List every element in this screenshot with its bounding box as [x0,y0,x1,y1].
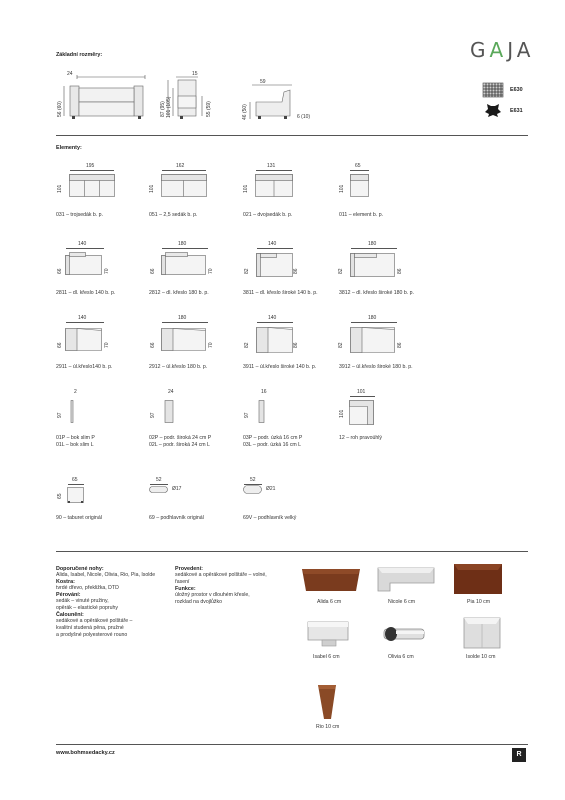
element-90-label: 90 – taburet originál [56,515,102,521]
fabric-pattern-icon [482,82,504,98]
metal-leg-icon [376,565,436,593]
dim-12-height: 101 [339,409,345,418]
specs-column-2 [175,566,305,606]
dim-2812-h1: 66 [150,268,156,274]
dim-2811-h1: 66 [57,268,63,274]
divider-footer [56,744,528,745]
dim-line [257,248,293,249]
element-12-label: 12 – roh pravoúhlý [339,435,382,441]
chrome-leg-icon [306,620,350,648]
dim-line [162,170,206,171]
element-3812-drawing [350,252,396,278]
dim-031-width: 195 [86,163,95,169]
element-03L-label: 03L – podr. úzká 16 cm L [243,442,302,448]
chrome-cylinder-leg-icon [382,624,430,644]
specs-column-1 [56,566,171,639]
dim-line [66,322,104,323]
element-03P-label: 03P – podr. úzká 16 cm P [243,435,303,441]
dim-021-width: 131 [267,163,276,169]
dim-051-width: 162 [176,163,185,169]
element-051-label: 051 – 2,5 sedák b. p. [149,212,198,218]
element-69V-label: 69V – podhlavník velký [243,515,297,521]
dim-seat-height: 46 (50) [242,104,248,120]
element-031-label: 031 – trojsedák b. p. [56,212,104,218]
dim-line [351,248,397,249]
dim-021-height: 101 [243,184,249,193]
spec-text-function: úložný prostor v dlouhém křesle, rozklad na dvojlůžko [175,592,250,606]
dim-3912-width: 180 [368,315,377,321]
elements-title: Elementy: [56,145,82,151]
element-3912-label: 3912 – úl.křeslo široké 180 b. p. [339,364,413,370]
dim-seat-depth: 59 [260,79,266,85]
spec-heading-finish: Provedení: [175,566,203,572]
tapered-wooden-leg-icon [316,683,338,721]
element-3811-drawing [256,252,294,278]
element-011-label: 011 – element b. p. [339,212,384,218]
dim-12-width: 101 [357,389,366,395]
element-3912-drawing [350,326,396,354]
element-02-drawing [164,400,176,424]
dim-031-height: 101 [57,184,63,193]
dim-3911-h1: 82 [244,342,250,348]
dim-side-leg: 55 (59) [206,101,212,117]
dim-2811-width: 140 [78,241,87,247]
dim-2911-width: 140 [78,315,87,321]
element-2912-drawing [161,326,207,352]
dim-3812-h1: 82 [338,268,344,274]
dim-leg: 6 (10) [297,114,311,120]
element-02L-label: 02L – podr. široká 24 cm L [149,442,210,448]
dim-line [162,248,208,249]
brand-logo [470,38,534,62]
dim-2912-h1: 66 [150,342,156,348]
dim-side-height-2: 101 (105) [166,96,172,118]
dim-3811-h2: 86 [293,268,299,274]
dim-3811-width: 140 [268,241,277,247]
dim-2912-width: 180 [178,315,187,321]
element-90-drawing [67,487,85,504]
spec-text-springs: sedák – vinuté pružiny, opěrák – elastické popruhy [56,598,118,612]
dim-03-width: 16 [261,389,267,395]
element-2812-drawing [161,252,207,276]
element-2812-label: 2812 – dl. křeslo 180 b. p. [149,290,209,296]
spec-heading-springs: Pérování: [56,592,81,599]
dim-front-height: 56 (60) [57,101,63,117]
element-69V-drawing [243,485,263,495]
dim-01-height: 97 [57,412,63,418]
spec-heading-frame: Kostra: [56,579,75,586]
element-2811-drawing [65,252,103,276]
basic-dimensions-drawing [52,66,292,126]
element-021-drawing [255,174,293,198]
dim-3911-width: 140 [268,315,277,321]
leg-pia-label: Pia 10 cm [467,599,491,605]
dim-69-diameter: Ø17 [172,486,182,492]
element-12-drawing [349,400,375,426]
dim-02-height: 97 [150,412,156,418]
dim-011-height: 101 [339,184,345,193]
footer-website-link[interactable]: www.bohmsedacky.cz [56,750,115,756]
dim-side-height-1: 87 (95) [160,101,166,117]
dim-2811-h2: 70 [104,268,110,274]
element-011-drawing [350,174,370,198]
dim-69V-diameter: Ø21 [266,486,276,492]
dim-3912-h1: 82 [338,342,344,348]
wooden-leg-icon [300,565,362,595]
leg-nicole-label: Nicole 6 cm [388,599,416,605]
element-01L-label: 01L – bok slim L [56,442,94,448]
element-031-drawing [69,174,115,198]
element-03-drawing [258,400,268,424]
spec-text-legs: Alida, Isabel, Nicole, Olivia, Rio, Pia, Isolde [56,572,156,578]
dim-front-width: 24 [67,71,73,77]
dim-2912-h2: 70 [208,342,214,348]
element-69-label: 69 – podhlavník originál [149,515,204,521]
dim-90-width: 65 [72,477,78,483]
dim-01-width: 2 [74,389,77,395]
wooden-block-leg-icon [452,562,504,596]
leg-isabel-label: Isabel 6 cm [313,654,340,660]
leg-olivia-label: Olivia 6 cm [388,654,414,660]
element-3911-label: 3911 – úl.křeslo široké 140 b. p. [243,364,317,370]
element-021-label: 021 – dvojsedák b. p. [243,212,293,218]
element-051-drawing [161,174,207,198]
dim-051-height: 101 [149,184,155,193]
divider-middle [56,551,528,552]
dim-line [66,248,104,249]
spec-heading-function: Funkce: [175,586,196,593]
element-2811-label: 2811 – dl. křeslo 140 b. p. [56,290,116,296]
element-2911-label: 2911 – úl.křeslo140 b. p. [56,364,113,370]
dim-line [256,170,292,171]
leg-alida-label: Alida 6 cm [317,599,342,605]
dim-3911-h2: 86 [293,342,299,348]
dim-side-width: 15 [192,71,198,77]
dim-90-height: 65 [57,493,63,499]
dim-3811-h1: 82 [244,268,250,274]
dim-02-width: 24 [168,389,174,395]
material-code-e630: E630 [510,87,523,93]
chrome-block-leg-icon [462,616,502,650]
spec-heading-legs: Doporučené nohy: [56,566,104,572]
dim-3812-width: 180 [368,241,377,247]
dim-2812-h2: 70 [208,268,214,274]
dim-line [68,484,84,485]
dim-69V-width: 52 [250,477,256,483]
spec-text-finish: sedákové a opěrákové polštáře – volné, řasení [175,572,267,586]
leg-isolde-label: Isolde 10 cm [466,654,496,660]
dim-3912-h2: 86 [397,342,403,348]
dim-line [257,322,293,323]
dim-line [70,170,114,171]
page-label-badge: R [512,748,526,762]
dim-03-height: 97 [244,412,250,418]
element-3812-label: 3812 – dl. křeslo široké 180 b. p. [339,290,414,296]
dim-line [351,322,397,323]
dim-line [350,396,375,397]
element-2911-drawing [65,326,103,352]
dim-line [162,322,208,323]
dim-2911-h2: 70 [104,342,110,348]
element-02P-label: 02P – podr. široká 24 cm P [149,435,212,441]
spec-text-upholstery: sedákové a opěrákové polštáře – kvalitní studená pěna, pružné a prodyšné polyesterové rouno [56,618,133,639]
material-code-e631: E631 [510,108,523,114]
dim-3812-h2: 86 [397,268,403,274]
dim-2812-width: 180 [178,241,187,247]
leather-hide-icon [484,102,502,118]
logo-text: GAJA [470,38,535,62]
element-01P-label: 01P – bok slim P [56,435,95,441]
basic-dimensions-title: Základní rozměry: [56,52,103,58]
dim-line [350,170,369,171]
dim-011-width: 65 [355,163,361,169]
element-01-drawing [68,400,78,424]
dim-69-width: 52 [156,477,162,483]
dim-line [150,484,168,485]
element-69-drawing [149,486,169,494]
spec-heading-upholstery: Čalounění: [56,612,84,619]
element-3911-drawing [256,326,294,354]
spec-text-frame: tvrdé dřevo, překližka, DTD [56,585,119,592]
dim-2911-h1: 66 [57,342,63,348]
leg-rio-label: Rio 10 cm [316,724,340,730]
element-2912-label: 2912 – úl.křeslo 180 b. p. [149,364,208,370]
divider-top [56,135,528,136]
element-3811-label: 3811 – dl. křeslo široké 140 b. p. [243,290,318,296]
